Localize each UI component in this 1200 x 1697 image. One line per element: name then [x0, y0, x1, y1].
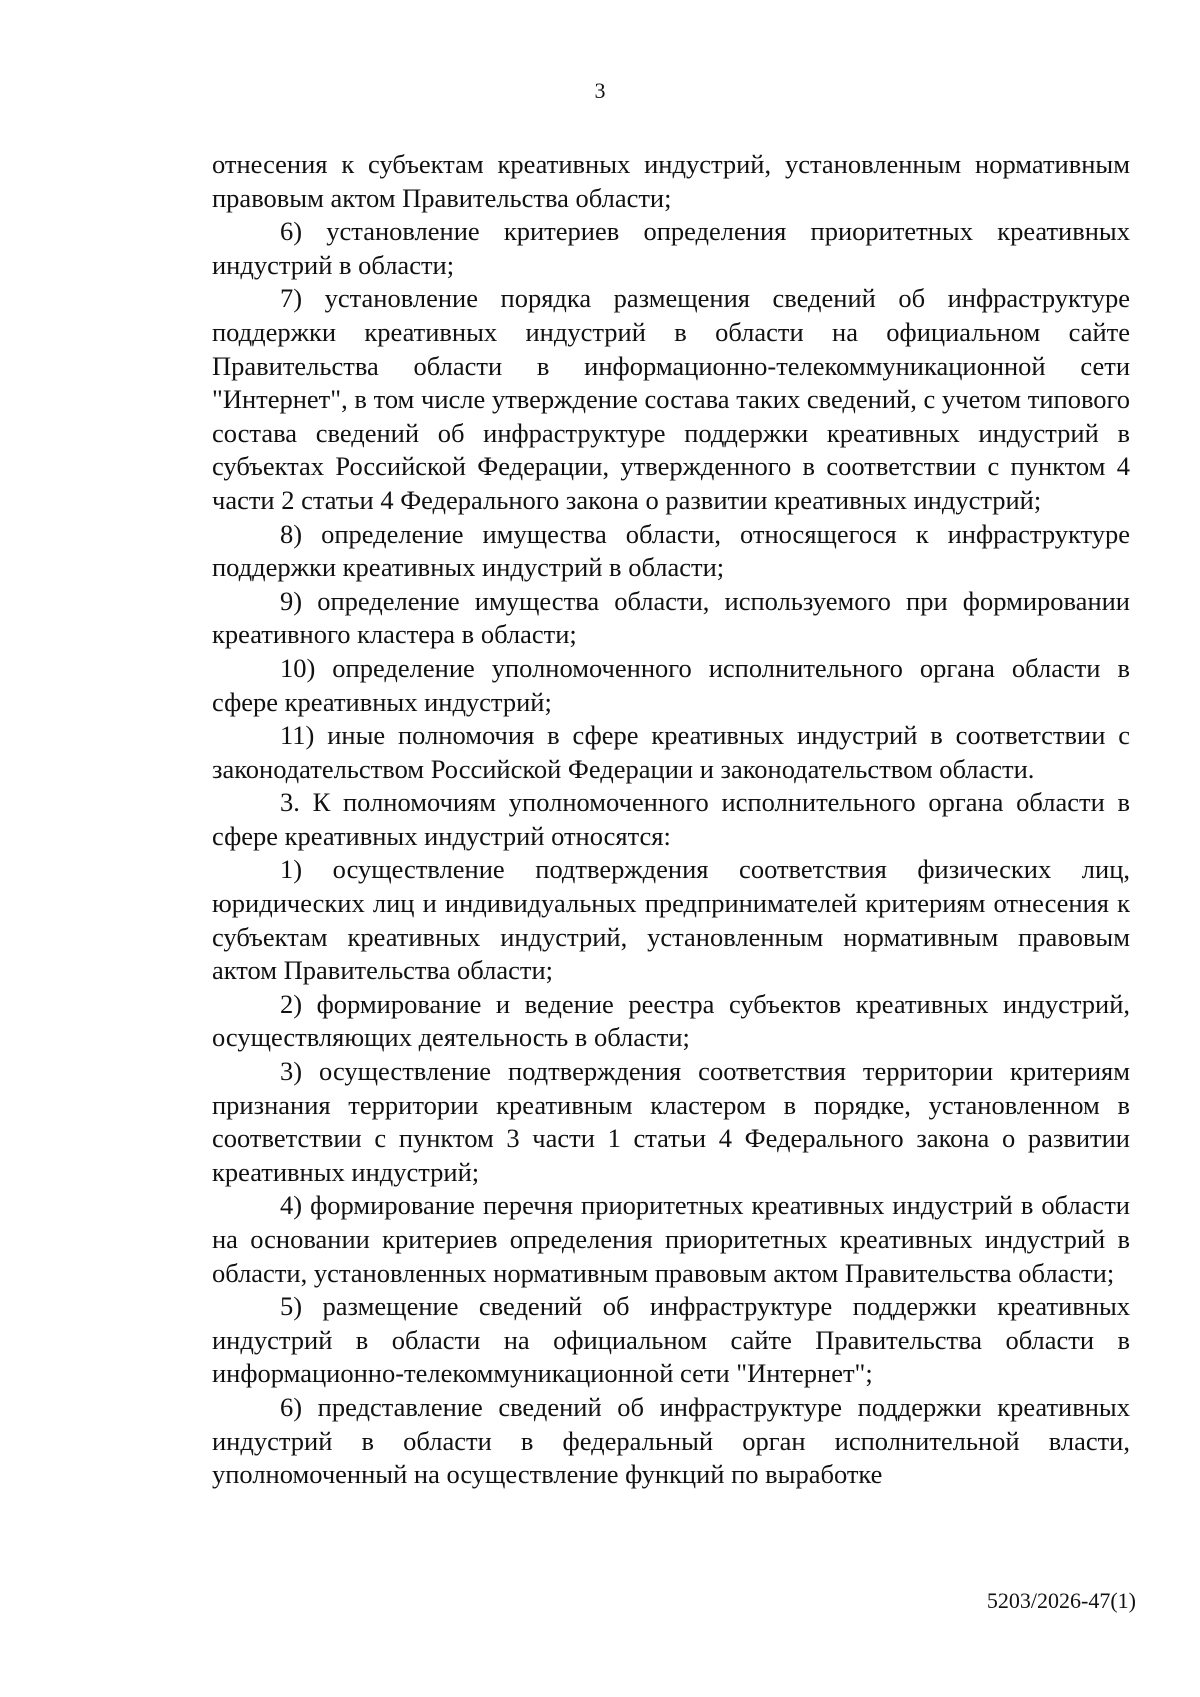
paragraph-continuation: отнесения к субъектам креативных индустрий, установленным нормативным правовым актом Правительства области;: [212, 149, 1130, 213]
paragraph-section-3: 3. К полномочиям уполномоченного исполнительного органа области в сфере креативных индустрий относятся:: [212, 787, 1130, 851]
paragraph-subitem-3: 3) осуществление подтверждения соответствия территории критериям признания территории креативным кластером в порядке, установленном в соответствии с пунктом 3 части 1 статьи 4 Федерального закона о развитии креативных индустрий;: [212, 1056, 1130, 1187]
paragraph-subitem-4: 4) формирование перечня приоритетных креативных индустрий в области на основании критериев определения приоритетных креативных индустрий в области, установленных нормативным правовым актом Правительства области;: [212, 1190, 1130, 1288]
paragraph-item-6: 6) установление критериев определения приоритетных креативных индустрий в области;: [212, 216, 1130, 280]
paragraph-item-7: 7) установление порядка размещения сведений об инфраструктуре поддержки креативных индустрий в области на официальном сайте Правительства области в информационно-телекоммуникационной сети "Интернет", в том числе утверждение состава таких сведений, с учетом типового состава сведений об инфраструктуре поддержки креативных индустрий в субъектах Российской Федерации, утвержденного в соответствии с пунктом 4 части 2 статьи 4 Федерального закона о развитии креативных индустрий;: [212, 283, 1130, 515]
paragraph-item-10: 10) определение уполномоченного исполнительного органа области в сфере креативных индустрий;: [212, 652, 1130, 717]
document-code: 5203/2026-47(1): [986, 1588, 1136, 1613]
paragraph-subitem-1: 1) осуществление подтверждения соответствия физических лиц, юридических лиц и индивидуальных предпринимателей критериям отнесения к субъектам креативных индустрий, установленным нормативным правовым актом Правительства области;: [212, 854, 1130, 986]
paragraph-item-9: 9) определение имущества области, используемого при формировании креативного кластера в области;: [212, 585, 1130, 650]
document-body: [212, 148, 1130, 1492]
paragraph-item-11: 11) иные полномочия в сфере креативных индустрий в соответствии с законодательством Российской Федерации и законодательством области.: [212, 720, 1130, 784]
paragraph-subitem-2: 2) формирование и ведение реестра субъектов креативных индустрий, осуществляющих деятельность в области;: [212, 988, 1130, 1053]
paragraph-subitem-5: 5) размещение сведений об инфраструктуре поддержки креативных индустрий в области на официальном сайте Правительства области в информационно-телекоммуникационной сети "Интернет";: [212, 1291, 1130, 1389]
paragraph-item-8: 8) определение имущества области, относящегося к инфраструктуре поддержки креативных индустрий в области;: [212, 518, 1130, 583]
page-number: 3: [594, 78, 606, 103]
paragraph-subitem-6: 6) представление сведений об инфраструктуре поддержки креативных индустрий в области в федеральный орган исполнительной власти, уполномоченный на осуществление функций по выработке: [212, 1391, 1130, 1490]
